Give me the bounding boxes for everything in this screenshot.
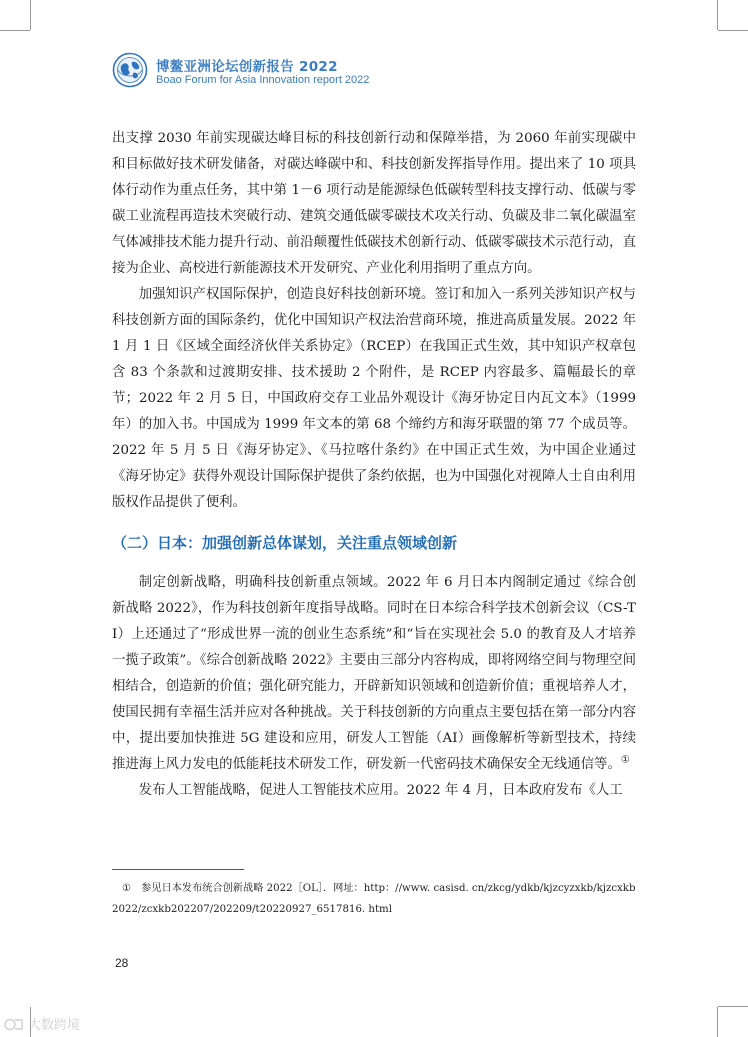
- crop-mark-top-left-v: [30, 0, 31, 30]
- crop-mark-bottom-right-v: [717, 1007, 718, 1037]
- crop-mark-top-left-h: [0, 30, 30, 31]
- paragraph-ai-strategy: 发布人工智能战略，促进人工智能技术应用。2022 年 4 月，日本政府发布《人工: [138, 783, 623, 798]
- footnote-reference[interactable]: ①: [620, 754, 630, 766]
- crop-mark-top-right-h: [718, 30, 748, 31]
- paragraph-carbon-actions: 出支撑 2030 年前实现碳达峰目标的科技创新行动和保障举措，为 2060 年前实现碳中和目标做好技术研发储备，对碳达峰碳中和、科技创新发挥指导作用。提出来了 10 项具体行动作为重点任务，其中第 1－6 项行动是能源绿色低碳转型科技支撑行动、低碳与零碳工业流程再造技术突破行动、建筑交通低碳零碳技术攻关行动、负碳及非二氧化碳温室气体减排技术能力提升行动、前沿颠覆性低碳技术创新行动、低碳零碳技术示范行动，直接为企业、高校进行新能源技术开发研究、产业化利用指明了重点方向。: [112, 131, 636, 276]
- watermark-text: 大数跨境: [28, 1018, 81, 1033]
- crop-mark-bottom-right-h: [718, 1006, 748, 1007]
- page-number: 28: [115, 956, 129, 970]
- watermark-logo-icon: [4, 1018, 24, 1031]
- report-subtitle: Boao Forum for Asia Innovation report 2022: [156, 74, 370, 86]
- crop-mark-top-right-v: [717, 0, 718, 30]
- paragraph-ip-protection: 加强知识产权国际保护，创造良好科技创新环境。签订和加入一系列关涉知识产权与科技创新方面的国际条约，优化中国知识产权法治营商环境，推进高质量发展。2022 年 1 月 1 日《区域全面经济伙伴关系协定》（RCEP）在我国正式生效，其中知识产权章包含 83 个条款和过渡期安排、技术援助 2 个附件，是 RCEP 内容最多、篇幅最长的章节；2022 年 2 月 5 日，中国政府交存工业品外观设计《海牙协定日内瓦文本》（1999 年）的加入书。中国成为 1999 年文本的第 68 个缔约方和海牙联盟的第 77 个成员等。2022 年 5 月 5 日《海牙协定》、《马拉喀什条约》在中国正式生效，为中国企业通过《海牙协定》获得外观设计国际保护提供了条约依据，也为中国强化对视障人士自由利用版权作品提供了便利。: [112, 287, 636, 510]
- globe-logo-icon: [112, 52, 148, 88]
- footnote: [112, 878, 636, 920]
- footnote-text: 参见日本发布统合创新战略 2022［OL］．网址：http：//www. casisd. cn/zkcg/ydkb/kjzcyzxkb/kjzcxkb2022/zcxkb202207/202209/t20220927_6517816. html: [112, 883, 636, 915]
- paragraph-innovation-strategy-text: 制定创新战略，明确科技创新重点领域。2022 年 6 月日本内阁制定通过《综合创新战略 2022》，作为科技创新年度指导战略。同时在日本综合科学技术创新会议（CS-TI）上还通过了“形成世界一流的创业生态系统”和“旨在实现社会 5.0 的教育及人才培养一揽子政策”。《综合创新战略 2022》主要由三部分内容构成，即将网络空间与物理空间相结合，创造新的价值；强化研究能力，开辟新知识领域和创造新价值；重视培养人才，使国民拥有幸福生活并应对各种挑战。关于科技创新的方向重点主要包括在第一部分内容中，提出要加快推进 5G 建设和应用，研发人工智能（AI）画像解析等新型技术，持续推进海上风力发电的低能耗技术研发工作，研发新一代密码技术确保安全无线通信等。: [112, 575, 636, 772]
- body-text: [112, 126, 636, 804]
- report-title: 博鳌亚洲论坛创新报告 2022: [156, 59, 338, 75]
- footnote-divider: [112, 869, 244, 870]
- section-heading-japan: （二）日本：加强创新总体谋划，关注重点领域创新: [112, 534, 458, 552]
- watermark: [4, 1014, 80, 1033]
- paragraph-innovation-strategy: [112, 570, 636, 778]
- footnote-mark: ①: [122, 883, 132, 894]
